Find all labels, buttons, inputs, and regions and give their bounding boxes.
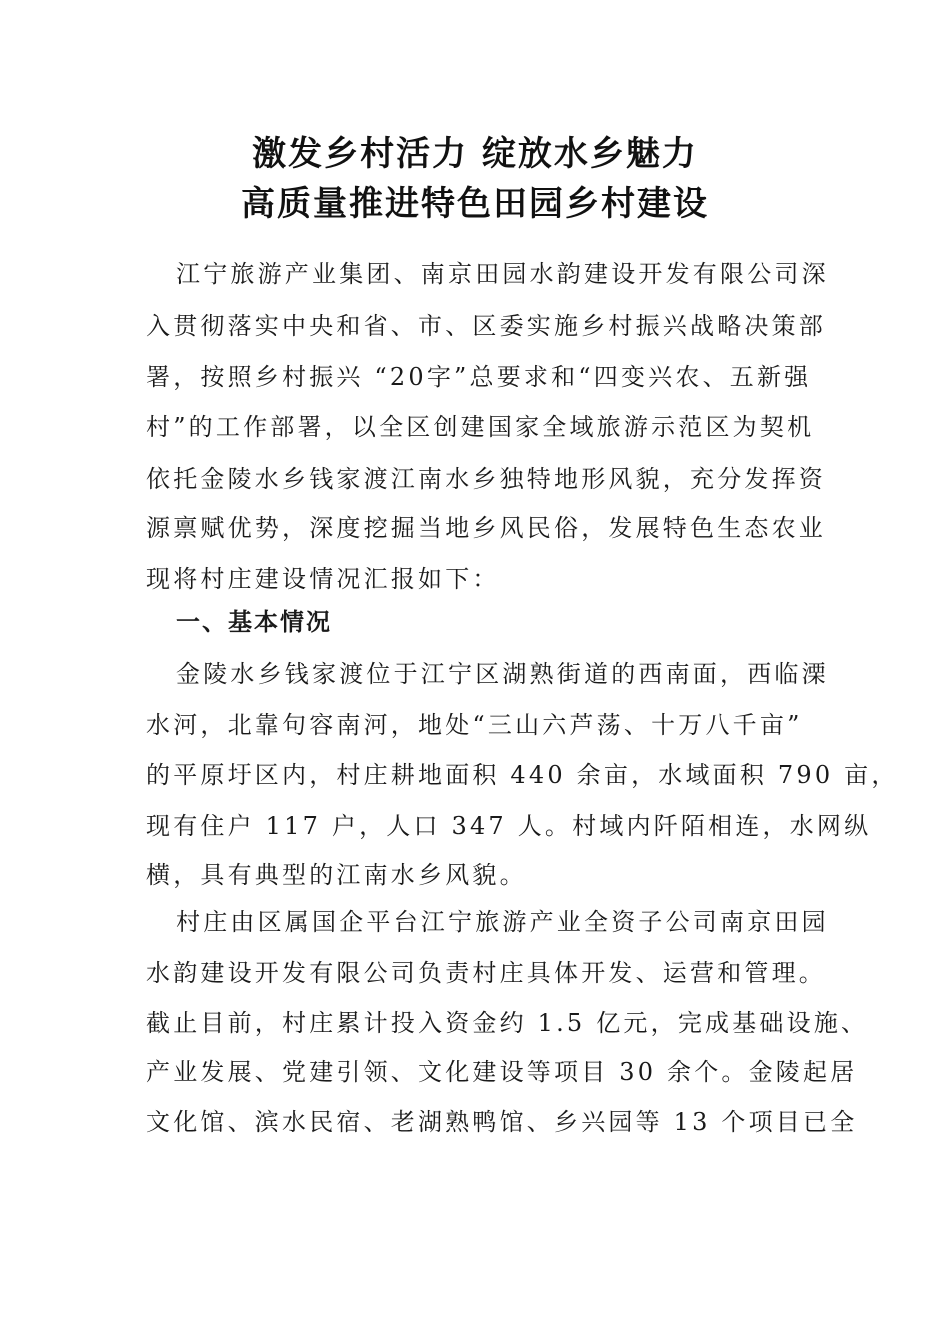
- document-title-line-1: 激发乡村活力 绽放水乡魅力: [252, 134, 698, 174]
- paragraph-1-line-3: 署，按照乡村振兴 “20字”总要求和“四变兴农、五新强: [146, 363, 812, 391]
- paragraph-3-line-5: 文化馆、滨水民宿、老湖熟鸭馆、乡兴园等 13 个项目已全: [146, 1108, 858, 1136]
- paragraph-2-line-1: 金陵水乡钱家渡位于江宁区湖熟街道的西南面，西临溧: [176, 660, 829, 688]
- paragraph-2-line-4: 现有住户 117 户，人口 347 人。村域内阡陌相连，水网纵: [146, 812, 872, 840]
- paragraph-2-line-2: 水河，北靠句容南河，地处“三山六芦荡、十万八千亩”: [146, 711, 803, 739]
- paragraph-1-line-5: 依托金陵水乡钱家渡江南水乡独特地形风貌，充分发挥资: [146, 465, 826, 493]
- paragraph-2-line-5: 横，具有典型的江南水乡风貌。: [146, 861, 527, 889]
- paragraph-1-line-6: 源禀赋优势，深度挖掘当地乡风民俗，发展特色生态农业: [146, 514, 826, 542]
- paragraph-3-line-1: 村庄由区属国企平台江宁旅游产业全资子公司南京田园: [176, 908, 829, 936]
- paragraph-1-line-1: 江宁旅游产业集团、南京田园水韵建设开发有限公司深: [176, 260, 829, 288]
- paragraph-2-line-3: 的平原圩区内，村庄耕地面积 440 余亩，水域面积 790 亩，: [146, 761, 899, 789]
- paragraph-1-line-4: 村”的工作部署，以全区创建国家全域旅游示范区为契机: [146, 413, 815, 441]
- section-heading-basic-situation: 一、基本情况: [176, 608, 332, 636]
- paragraph-1-line-2: 入贯彻落实中央和省、市、区委实施乡村振兴战略决策部: [146, 312, 826, 340]
- paragraph-3-line-2: 水韵建设开发有限公司负责村庄具体开发、运营和管理。: [146, 959, 826, 987]
- paragraph-3-line-4: 产业发展、党建引领、文化建设等项目 30 余个。金陵起居: [146, 1058, 858, 1086]
- paragraph-1-line-7: 现将村庄建设情况汇报如下：: [146, 565, 500, 593]
- document-title-line-2: 高质量推进特色田园乡村建设: [241, 184, 709, 224]
- paragraph-3-line-3: 截止目前，村庄累计投入资金约 1.5 亿元，完成基础设施、: [146, 1009, 869, 1037]
